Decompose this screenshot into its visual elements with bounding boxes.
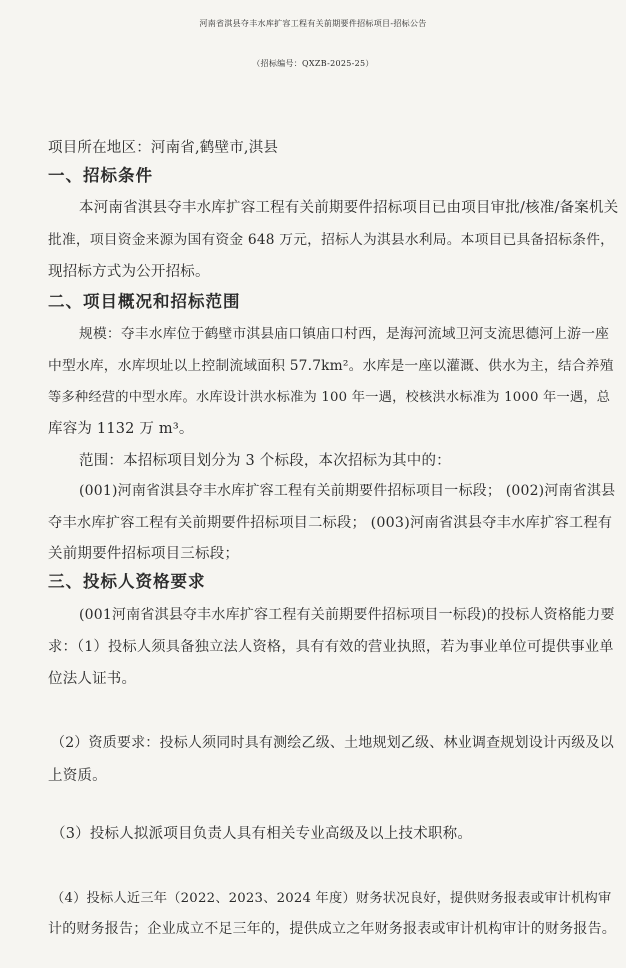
paragraph-line: (001)河南省淇县夺丰水库扩容工程有关前期要件招标项目一标段； (002)河南省淇县 (79, 483, 616, 499)
paragraph-line: 规模：夺丰水库位于鹤壁市淇县庙口镇庙口村西，是海河流域卫河支流思德河上游一座 (79, 326, 610, 342)
paragraph-line: 本河南省淇县夺丰水库扩容工程有关前期要件招标项目已由项目审批/核准/备案机关 (79, 200, 619, 216)
paragraph-line: 上资质。 (48, 768, 107, 784)
section-heading-3: 三、投标人资格要求 (48, 572, 206, 591)
section-heading-2: 二、项目概况和招标范围 (48, 292, 241, 311)
paragraph-line: 求：（1）投标人须具备独立法人资格，具有有效的营业执照，若为事业单位可提供事业单 (48, 639, 614, 655)
paragraph-line: 中型水库，水库坝址以上控制流域面积 57.7km²。水库是一座以灌溉、供水为主，结合养殖 (48, 358, 614, 374)
paragraph-line: 夺丰水库扩容工程有关前期要件招标项目二标段； (003)河南省淇县夺丰水库扩容工程有 (48, 515, 613, 531)
paragraph-line: （3）投标人拟派项目负责人具有相关专业高级及以上技术职称。 (51, 826, 473, 842)
bid-number: （招标编号：QXZB-2025-25） (252, 59, 374, 68)
paragraph-line: 位法人证书。 (48, 671, 137, 687)
paragraph-line: 计的财务报告；企业成立不足三年的，提供成立之年财务报表或审计机构审计的财务报告。 (48, 921, 616, 937)
paragraph-line: 批准，项目资金来源为国有资金 648 万元，招标人为淇县水利局。本项目已具备招标条件， (48, 232, 615, 248)
paragraph-line: 范围：本招标项目划分为 3 个标段，本次招标为其中的： (79, 453, 451, 469)
paragraph-line: 关前期要件招标项目三标段； (48, 546, 240, 562)
paragraph-line: （2）资质要求：投标人须同时具有测绘乙级、土地规划乙级、林业调查规划设计丙级及以 (51, 735, 614, 751)
paragraph-line: 现招标方式为公开招标。 (48, 264, 210, 280)
paragraph-line: (001河南省淇县夺丰水库扩容工程有关前期要件招标项目一标段)的投标人资格能力要 (79, 607, 615, 623)
section-heading-1: 一、招标条件 (48, 166, 153, 185)
project-region: 项目所在地区：河南省,鹤壁市,淇县 (48, 140, 279, 156)
document-title: 河南省淇县夺丰水库扩容工程有关前期要件招标项目-招标公告 (199, 19, 427, 28)
paragraph-line: 库容为 1132 万 m³。 (48, 421, 194, 437)
paragraph-line: （4）投标人近三年（2022、2023、2024 年度）财务状况良好，提供财务报表或审计机构审 (51, 891, 612, 906)
paragraph-line: 等多种经营的中型水库。水库设计洪水标准为 100 年一遇，校核洪水标准为 1000 年一遇，总 (48, 390, 611, 405)
